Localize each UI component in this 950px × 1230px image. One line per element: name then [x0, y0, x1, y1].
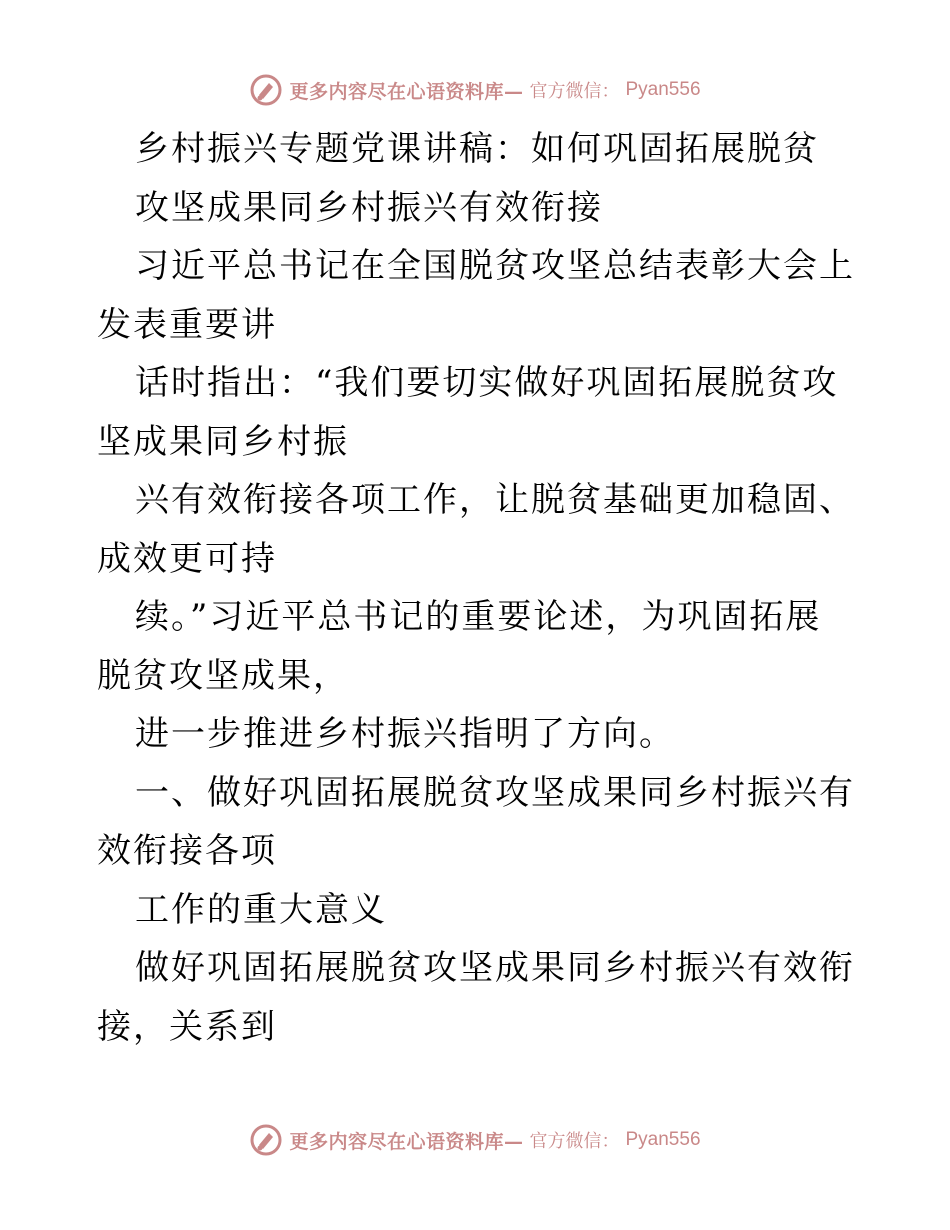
document-body: [97, 120, 857, 1056]
footer-ad-text: 更多内容尽在心语资料库—: [289, 1130, 524, 1153]
section-heading-continued: 工作的重大意义: [135, 889, 387, 930]
header-wechat-id: Pyan556: [625, 79, 701, 100]
title-line-2: 攻坚成果同乡村振兴有效衔接: [135, 187, 603, 228]
header-wechat-label: 官方微信：: [529, 81, 620, 102]
body-paragraph: 兴有效衔接各项工作，让脱贫基础更加稳固、成效更可持: [97, 480, 855, 579]
body-paragraph: 做好巩固拓展脱贫攻坚成果同乡村振兴有效衔接，关系到: [97, 948, 855, 1047]
header-watermark-banner: [0, 70, 950, 110]
footer-wechat-label: 官方微信：: [529, 1131, 620, 1152]
footer-watermark-banner: [0, 1120, 950, 1160]
title-line-1: 乡村振兴专题党课讲稿：如何巩固拓展脱贫: [135, 129, 819, 169]
footer-wechat-id: Pyan556: [625, 1129, 701, 1150]
header-ad-text: 更多内容尽在心语资料库—: [289, 80, 524, 103]
body-paragraph: 习近平总书记在全国脱贫攻坚总结表彰大会上发表重要讲: [97, 246, 855, 345]
brand-logo-icon: [249, 1123, 283, 1157]
section-heading: 一、做好巩固拓展脱贫攻坚成果同乡村振兴有效衔接各项: [97, 772, 855, 871]
body-paragraph: 续。”习近平总书记的重要论述，为巩固拓展脱贫攻坚成果，: [97, 597, 822, 696]
body-paragraph: 话时指出：“我们要切实做好巩固拓展脱贫攻坚成果同乡村振: [97, 363, 839, 462]
brand-logo-icon: [249, 73, 283, 107]
body-paragraph: 进一步推进乡村振兴指明了方向。: [135, 714, 675, 754]
